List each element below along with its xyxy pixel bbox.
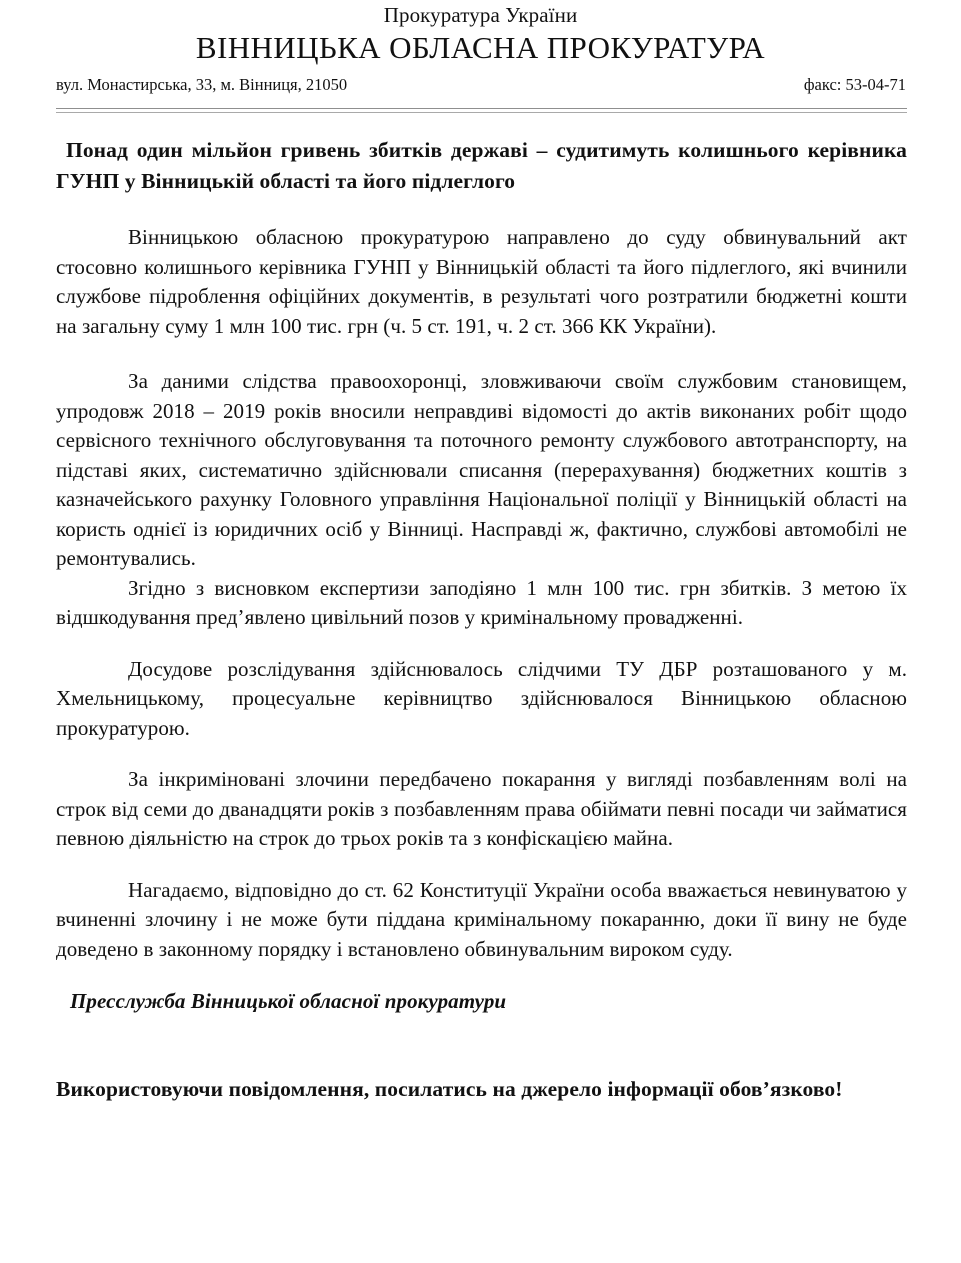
body-paragraph-1: Вінницькою обласною прокуратурою направлено до суду обвинувальний акт стосовно колишнього керівника ГУНП у Вінницькій області та його підлеглого, які вчинили службове підроблення офіційних документів, в результаті чого розтратили бюджетні кошти на загальну суму 1 млн 100 тис. грн (ч. 5 ст. 191, ч. 2 ст. 366 КК України). [56,225,907,338]
source-attribution-note: Використовуючи повідомлення, посилатись на джерело інформації обов’язково! [56,1077,843,1101]
letterhead-fax: факс: 53-04-71 [803,75,906,94]
letterhead-office-title: ВІННИЦЬКА ОБЛАСНА ПРОКУРАТУРА [195,30,766,65]
page-title: Понад один мільйон гривень збитків державі – судитимуть колишнього керівника ГУНП у Вінницькій області та його підлеглого [56,138,907,193]
letterhead-contact-row [46,74,915,96]
press-release-body [46,135,915,1105]
letterhead-divider [56,108,907,113]
body-paragraph-6: Нагадаємо, відповідно до ст. 62 Конституції України особа вважається невинуватою у вчиненні злочину і не може бути піддана кримінальному покаранню, доки її вину не буде доведено в законному порядку і встановлено обвинувальним вироком суду. [56,877,907,961]
body-paragraph-4: Досудове розслідування здійснювалось слідчими ТУ ДБР розташованого у м. Хмельницькому, процесуальне керівництво здійснювалося Вінницькою обласною прокуратурою. [56,656,907,740]
body-paragraph-5: За інкриміновані злочини передбачено покарання у вигляді позбавленням волі на строк від семи до дванадцяти років з позбавленням права обіймати певні посади чи займатися певною діяльністю на строк до трьох років та з конфіскацією майна. [56,767,907,850]
body-paragraph-2: За даними слідства правоохоронці, зловживаючи своїм службовим становищем, упродовж 2018 – 2019 років вносили неправдиві відомості до актів виконаних робіт щодо сервісного технічного обслуговування та поточного ремонту службового автотранспорту, на підставі яких, систематично здійснювали списання (перерахування) бюджетних коштів з казначейського рахунку Головного управління Національної поліції у Вінницькій області на користь однієї із юридичних осіб у Вінниці. Насправді ж, фактично, службові автомобілі не ремонтувались. [56,369,907,570]
letterhead-address: вул. Монастирська, 33, м. Вінниця, 21050 [56,75,348,94]
letterhead-organization: Прокуратура України [383,3,578,27]
press-service-signature: Пресслужба Вінницької обласної прокуратури [70,989,507,1013]
letterhead [46,0,915,113]
body-paragraph-3: Згідно з висновком експертизи заподіяно 1 млн 100 тис. грн збитків. З метою їх відшкодування пред’явлено цивільний позов у кримінальному провадженні. [56,575,907,629]
